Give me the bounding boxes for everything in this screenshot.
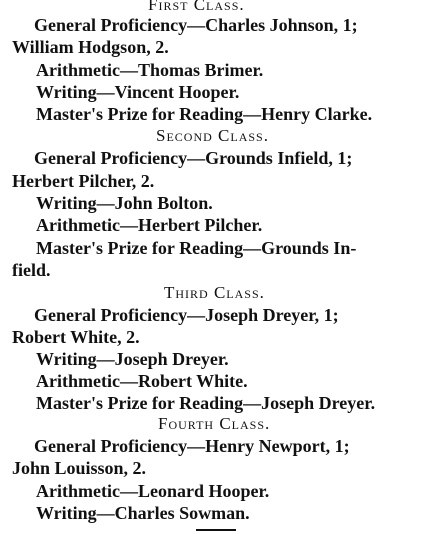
award-line: Writing—John Bolton. [36, 193, 213, 213]
award-line: General Proficiency—Henry Newport, 1; [34, 436, 350, 456]
award-line: General Proficiency—Joseph Dreyer, 1; [34, 305, 339, 325]
award-line: Robert White, 2. [12, 327, 140, 347]
award-line: Writing—Joseph Dreyer. [36, 349, 229, 369]
award-line: General Proficiency—Charles Johnson, 1; [34, 15, 358, 35]
section-heading-first-class: First Class. [148, 0, 245, 14]
section-heading-second-class: Second Class. [156, 126, 269, 145]
section-heading-third-class: Third Class. [164, 283, 265, 302]
award-line: William Hodgson, 2. [12, 37, 169, 57]
award-line: General Proficiency—Grounds Infield, 1; [34, 148, 353, 168]
award-line: John Louisson, 2. [12, 458, 147, 478]
award-line: Master's Prize for Reading—Joseph Dreyer. [36, 393, 376, 413]
award-line: Arithmetic—Herbert Pilcher. [36, 215, 263, 235]
award-line: Arithmetic—Thomas Brimer. [36, 60, 264, 80]
award-line: Arithmetic—Leonard Hooper. [36, 481, 270, 501]
award-line: Writing—Charles Sowman. [36, 503, 250, 523]
section-heading-fourth-class: Fourth Class. [158, 414, 271, 433]
section-divider-rule [196, 529, 236, 531]
award-line: Master's Prize for Reading—Grounds In- [36, 238, 357, 258]
award-line: Writing—Vincent Hooper. [36, 82, 240, 102]
award-line: field. [12, 260, 51, 280]
award-line: Master's Prize for Reading—Henry Clarke. [36, 104, 373, 124]
award-line: Herbert Pilcher, 2. [12, 171, 155, 191]
award-line: Arithmetic—Robert White. [36, 371, 248, 391]
